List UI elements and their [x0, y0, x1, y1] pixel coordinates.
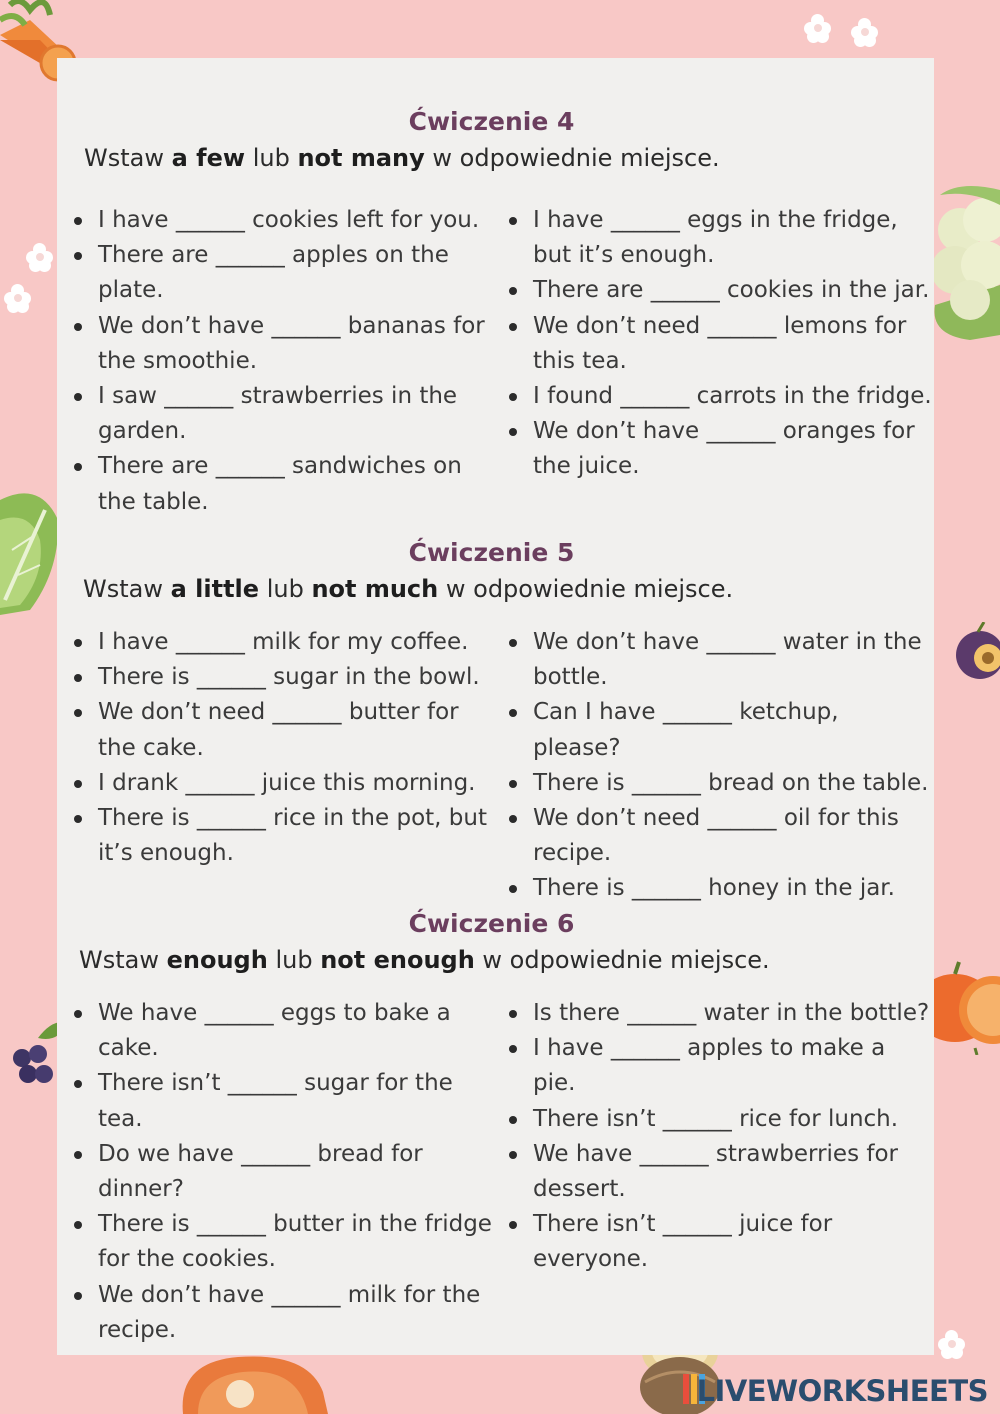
- list-item: We don’t have ______ oranges for the juice.: [492, 414, 932, 484]
- flower-icon: [851, 18, 879, 46]
- list-left: [57, 203, 502, 520]
- flower-icon: [26, 243, 54, 271]
- flower-icon: [804, 14, 832, 42]
- list-item: I drank ______ juice this morning.: [57, 766, 502, 801]
- list-item: We don’t have ______ bananas for the smoothie.: [57, 309, 502, 379]
- list-item: Do we have ______ bread for dinner?: [57, 1137, 502, 1207]
- watermark[interactable]: LIVEWORKSHEETS: [696, 1374, 988, 1408]
- list-item: There is ______ sugar in the bowl.: [57, 660, 502, 695]
- flower-icon: [938, 1330, 966, 1358]
- list-left: [57, 996, 502, 1348]
- list-item: I have ______ cookies left for you.: [57, 203, 502, 238]
- list-item: I saw ______ strawberries in the garden.: [57, 379, 502, 449]
- exercise-5: [57, 537, 934, 902]
- plum-icon: [950, 622, 1000, 682]
- list-item: There is ______ rice in the pot, but it’s enough.: [57, 801, 502, 871]
- salmon-icon: [178, 1352, 328, 1414]
- exercise-title: Ćwiczenie 4: [408, 107, 575, 136]
- list-item: I have ______ apples to make a pie.: [492, 1031, 932, 1101]
- list-item: There is ______ honey in the jar.: [492, 871, 932, 906]
- list-item: Can I have ______ ketchup, please?: [492, 695, 932, 765]
- cauliflower-icon: [930, 185, 1000, 345]
- list-item: There is ______ butter in the fridge for the cookies.: [57, 1207, 502, 1277]
- list-item: I found ______ carrots in the fridge.: [492, 379, 932, 414]
- instruction: Wstaw enough lub not enough w odpowiednie miejsce.: [79, 946, 770, 974]
- exercise-6: [57, 908, 934, 1343]
- list-item: There isn’t ______ juice for everyone.: [492, 1207, 932, 1277]
- list-item: We have ______ strawberries for dessert.: [492, 1137, 932, 1207]
- list-item: There is ______ bread on the table.: [492, 766, 932, 801]
- list-item: There isn’t ______ sugar for the tea.: [57, 1066, 502, 1136]
- exercise-title: Ćwiczenie 6: [408, 909, 575, 938]
- list-right: [492, 996, 932, 1278]
- instruction: Wstaw a little lub not much w odpowiednie miejsce.: [83, 575, 734, 603]
- list-item: We don’t have ______ water in the bottle.: [492, 625, 932, 695]
- lettuce-icon: [0, 480, 60, 615]
- list-item: Is there ______ water in the bottle?: [492, 996, 932, 1031]
- list-item: There are ______ sandwiches on the table.: [57, 449, 502, 519]
- list-item: There isn’t ______ rice for lunch.: [492, 1102, 932, 1137]
- list-right: [492, 203, 932, 485]
- list-item: I have ______ milk for my coffee.: [57, 625, 502, 660]
- exercise-4: [57, 106, 934, 515]
- list-item: There are ______ apples on the plate.: [57, 238, 502, 308]
- list-item: We don’t need ______ oil for this recipe.: [492, 801, 932, 871]
- list-left: [57, 625, 502, 871]
- list-item: We don’t need ______ lemons for this tea.: [492, 309, 932, 379]
- exercise-title: Ćwiczenie 5: [408, 538, 575, 567]
- instruction: Wstaw a few lub not many w odpowiednie miejsce.: [84, 144, 720, 172]
- list-item: We don’t need ______ butter for the cake.: [57, 695, 502, 765]
- list-item: We have ______ eggs to bake a cake.: [57, 996, 502, 1066]
- list-item: We don’t have ______ milk for the recipe.: [57, 1278, 502, 1348]
- worksheet-sheet: [57, 58, 934, 1355]
- list-right: [492, 625, 932, 907]
- flower-icon: [4, 284, 32, 312]
- list-item: I have ______ eggs in the fridge, but it’s enough.: [492, 203, 932, 273]
- list-item: There are ______ cookies in the jar.: [492, 273, 932, 308]
